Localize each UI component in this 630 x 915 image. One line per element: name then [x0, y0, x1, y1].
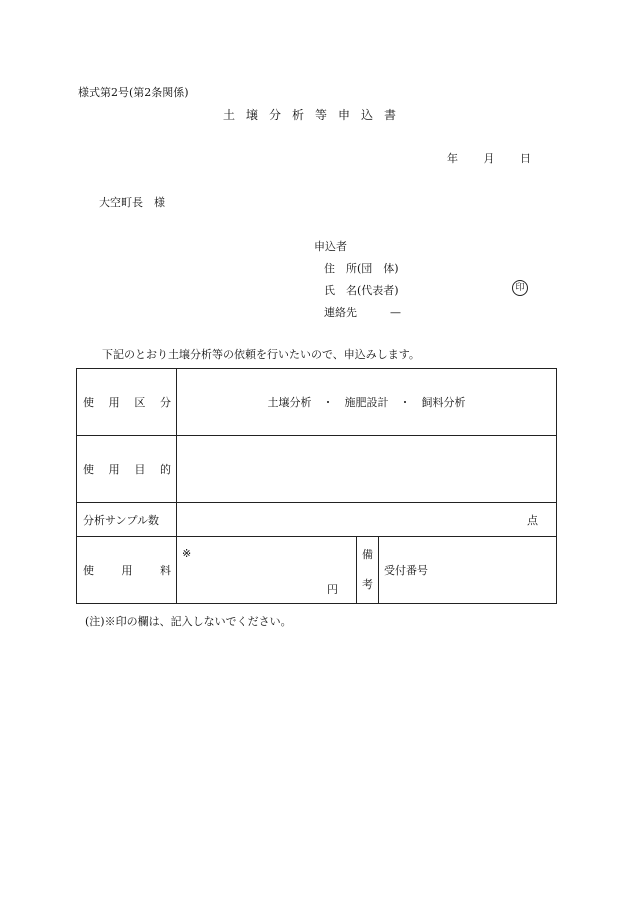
- fee-mark: ※: [182, 547, 192, 560]
- receipt-number-label: 受付番号: [384, 564, 428, 577]
- fee-field: [177, 537, 357, 604]
- usage-category-label: 使 用 区 分: [77, 369, 177, 436]
- applicant-address-label: 住 所(団 体): [324, 262, 399, 275]
- sample-count-label: 分析サンプル数: [77, 503, 177, 537]
- fee-row: [77, 537, 557, 604]
- usage-category-options[interactable]: 土壌分析 ・ 施肥設計 ・ 飼料分析: [177, 369, 557, 436]
- usage-category-row: [77, 369, 557, 436]
- sample-count-field[interactable]: [177, 503, 557, 537]
- applicant-name-label: 氏 名(代表者): [324, 284, 399, 297]
- intro-text: 下記のとおり土壌分析等の依頼を行いたいので、申込みします。: [102, 348, 420, 361]
- applicant-heading: 申込者: [314, 240, 347, 253]
- sample-count-row: [77, 503, 557, 537]
- seal-icon: 印: [512, 280, 528, 296]
- application-table: [76, 368, 557, 604]
- fee-label: 使 用 料: [77, 537, 177, 604]
- date-line: 年 月 日: [447, 152, 531, 165]
- form-number: 様式第2号(第2条関係): [78, 86, 189, 99]
- footnote: (注)※印の欄は、記入しないでください。: [85, 615, 292, 628]
- addressee: 大空町長 様: [99, 196, 165, 209]
- receipt-number-cell: [379, 537, 557, 604]
- document-title: 土壌分析等申込書: [222, 108, 407, 122]
- sample-count-unit: 点: [527, 513, 539, 527]
- applicant-contact-label: 連絡先 —: [324, 306, 401, 319]
- usage-purpose-label: 使 用 目 的: [77, 436, 177, 503]
- usage-purpose-field[interactable]: [177, 436, 557, 503]
- fee-unit: 円: [327, 583, 338, 596]
- remarks-label: 備 考: [357, 537, 379, 604]
- usage-purpose-row: [77, 436, 557, 503]
